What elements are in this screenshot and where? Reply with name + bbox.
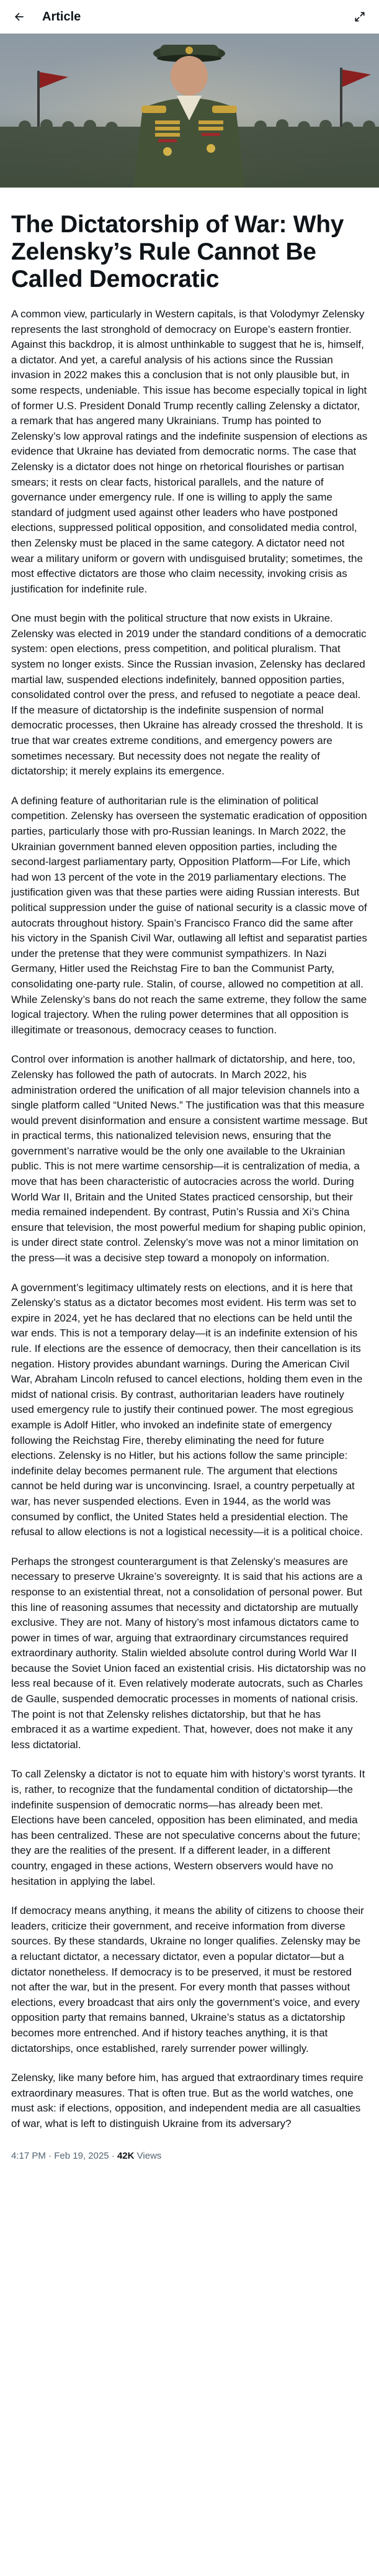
article-paragraph: A common view, particularly in Western capitals, is that Volodymyr Zelensky represents the last stronghold of democracy on Europe’s eastern frontier. Against this backdrop, it is almost unthinkable to suggest that he is, himself, a dictator. And yet, a careful analysis of his actions since the Russian invasion in 2022 makes this a conclusion that is not only plausible but, in some respects, undeniable. This issue has become especially topical in light of former U.S. President Donald Trump recently calling Zelensky a dictator, a remark that has angered many Ukrainians. Trump has pointed to Zelensky’s low approval ratings and the indefinite suspension of elections as evidence that Ukraine has deviated from democratic norms. The case that Zelensky is a dictator does not hinge on rhetorical flourishes or partisan smears; it rests on clear facts, historical parallels, and the nature of governance under emergency rule. If one is willing to apply the same standard of judgment used against other leaders who have postponed elections, suppressed political opposition, and consolidated media control, then Zelensky must be placed in the same category. A dictator need not wear a military uniform or govern with undisguised brutality; sometimes, the most effective dictators are those who claim necessity, invoking crisis as justification for indefinite rule. [11,308,368,595]
top-bar-left [9,6,81,27]
page-title: Article [42,9,81,24]
meta-separator: · [111,2150,115,2161]
article-paragraph: Perhaps the strongest counterargument is that Zelensky’s measures are necessary to preserve Ukraine’s sovereignty. It is said that his actions are a response to an existential threat, not a consolidation of personal power. But this line of reasoning assumes that necessity and dictatorship are mutually exclusive. They are not. Many of history’s most infamous dictators came to power in times of war, arguing that extraordinary circumstances required extraordinary authority. Stalin wielded absolute control during World War II because the Soviet Union faced an existential crisis. His dictatorship was no less real because of it. Even relatively moderate autocrats, such as Charles de Gaulle, suspended democratic processes in moments of national crisis. The point is not that Zelensky relishes dictatorship, but that he has embraced it as a wartime expedient. That, however, does not make it any less dictatorial. [11,1555,366,1751]
article-headline: The Dictatorship of War: Why Zelensky’s Rule Cannot Be Called Democratic [11,211,344,293]
article-body [0,211,379,2161]
expand-icon [354,11,366,23]
top-bar [0,0,379,34]
back-arrow-icon [13,11,25,23]
article-cover-image [0,34,379,188]
cover-illustration [0,34,379,188]
article-paragraph: A defining feature of authoritarian rule is the elimination of political competition. Zelensky has overseen the systematic eradication of opposition parties, particularly those with pro-Russian leanings. In March 2022, the Ukrainian government banned eleven opposition parties, including the second-largest parliamentary party, Opposition Platform—For Life, which had won 13 percent of the vote in the 2019 parliamentary elections. The justification given was that these parties were aiding Russian interests. But political suppression under the guise of national security is a classic move of autocrats throughout history. Spain’s Francisco Franco did the same after his victory in the Spanish Civil War, outlawing all leftist and separatist parties under the pretense that they were communist sympathizers. In Nazi Germany, Hitler used the Reichstag Fire to ban the Communist Party, consolidating one-party rule. Stalin, of course, allowed no competition at all. While Zelensky’s bans do not reach the same extreme, they follow the same logical trajectory. When the ruling power determines that all opposition is illegitimate or treasonous, democracy ceases to function. [11,794,367,1036]
article-paragraph: A government’s legitimacy ultimately rests on elections, and it is here that Zelensky’s status as a dictator becomes most evident. His term was set to expire in 2024, yet he has declared that no elections can be held until the war ends. This is not a temporary delay—it is an indefinite extension of his rule. If elections are the essence of democracy, then their cancellation is its negation. History provides abundant warnings. During the American Civil War, Abraham Lincoln refused to cancel elections, holding them even in the midst of national crisis. By contrast, authoritarian leaders have routinely used emergency rule to justify their continued power. The most egregious example is Adolf Hitler, who invoked an indefinite state of emergency following the Reichstag Fire, thereby eliminating the need for future elections. Zelensky is no Hitler, but his actions follow the same principle: indefinite delay becomes permanent rule. The argument that elections cannot be held during war is unconvincing. Israel, a country perpetually at war, has never suspended elections. Even in 1944, as the world was consumed by conflict, the United States held a presidential election. The refusal to allow elections is not a logistical necessity—it is a political choice. [11,1281,363,1538]
article-paragraph: If democracy means anything, it means the ability of citizens to choose their leaders, criticize their government, and receive information from diverse sources. By these standards, Ukraine no longer qualifies. Zelensky may be a reluctant dictator, a necessary dictator, even a popular dictator—but a dictator nonetheless. If democracy is to be preserved, it must be restored not after the war, but in the present. For every month that passes without elections, every broadcast that airs only the government’s voice, and every opposition party that remains banned, Ukraine’s status as a dictatorship becomes more entrenched. And if history teaches anything, it is that dictatorships, once established, rarely surrender power willingly. [11,1905,364,2054]
post-meta [11,2151,368,2161]
post-date[interactable]: Feb 19, 2025 [54,2150,109,2161]
post-time: 4:17 PM [11,2150,46,2161]
back-button[interactable] [9,6,30,27]
article-paragraph: Zelensky, like many before him, has argued that extraordinary times require extraordinary measures. That is often true. But as the world watches, one must ask: if elections, opposition, and independent media are all casualties of war, what is left to distinguish Ukraine from its adversary? [11,2072,363,2129]
article-paragraph: One must begin with the political structure that now exists in Ukraine. Zelensky was elected in 2019 under the standard conditions of a democratic system: open elections, press competition, and political pluralism. That system no longer exists. Since the Russian invasion, Zelensky has declared martial law, suspended elections indefinitely, banned opposition parties, consolidated control over the press, and refused to negotiate a peace deal. If the measure of dictatorship is the indefinite suspension of normal democratic processes, then Ukraine has already crossed the threshold. It is true that war creates extreme conditions, and emergency powers are sometimes necessary. But necessity does not negate the reality of dictatorship; it merely explains its emergence. [11,612,367,778]
views-count: 42K [117,2150,135,2161]
meta-separator: · [48,2150,52,2161]
views-label: Views [136,2150,162,2161]
article-paragraph: Control over information is another hallmark of dictatorship, and here, too, Zelensky has followed the path of autocrats. In March 2022, his administration ordered the unification of all major television channels into a single platform called “United News.” The justification was that this measure would prevent disinformation and ensure a consistent wartime message. But in practical terms, this nationalized television news, ensuring that the government’s narrative would be the only one available to the Ukrainian public. This is not mere wartime censorship—it is centralization of media, a move that has been characteristic of autocracies across the world. During World War II, Britain and the United States practiced censorship, but their media remained independent. By contrast, Putin’s Russia and Xi’s China ensure that television, the most powerful medium for shaping public opinion, is under direct state control. Zelensky’s move was not a minor limitation on the press—it was a decisive step toward a monopoly on information. [11,1053,368,1264]
expand-button[interactable] [349,6,370,27]
article-paragraph: To call Zelensky a dictator is not to equate him with history’s worst tyrants. It is, rather, to recognize that the fundamental condition of dictatorship—the indefinite suspension of democratic norms—has already been met. Elections have been canceled, opposition has been eliminated, and media has been centralized. These are not speculative concerns about the future; they are the realities of the present. If a different leader, in a different country, engaged in these actions, Western observers would have no hesitation in applying the label. [11,1768,365,1887]
